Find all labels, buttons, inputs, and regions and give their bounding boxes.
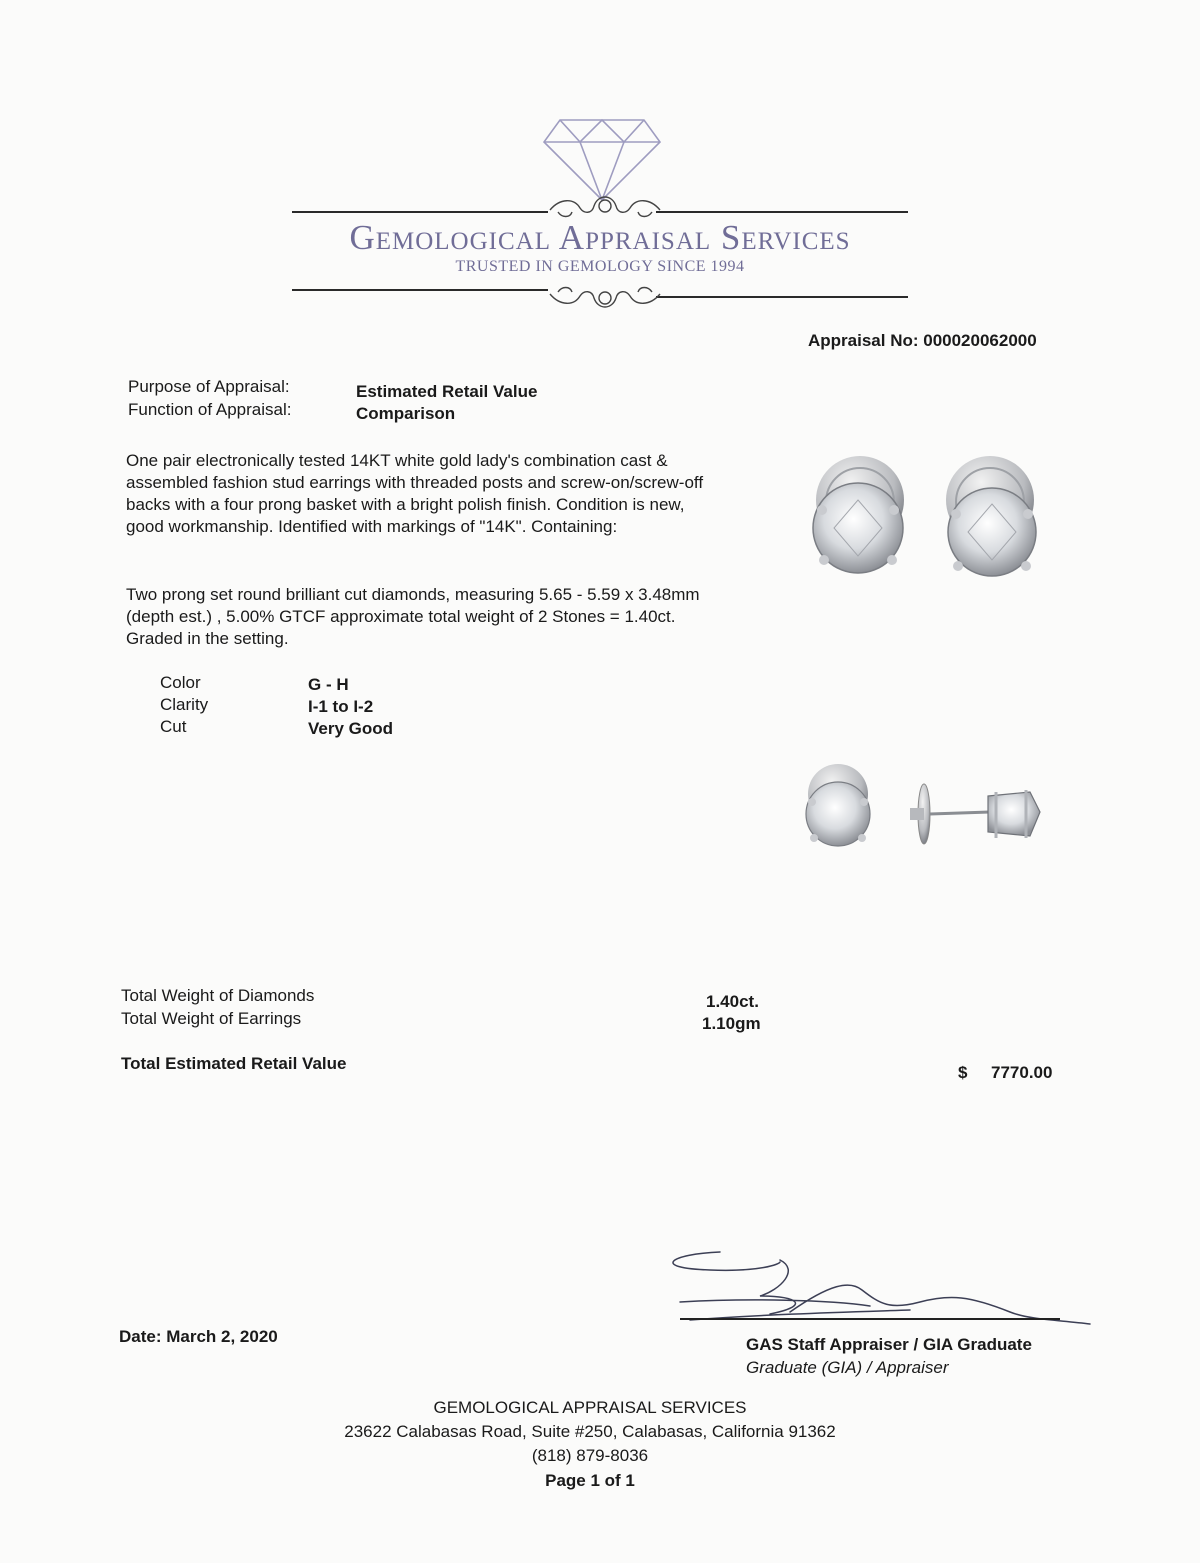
earrings-front-photo <box>800 450 1050 590</box>
purpose-label: Purpose of Appraisal: <box>128 377 290 396</box>
logo-rule-bottom-left <box>292 289 548 291</box>
grade-value: I-1 to I-2 <box>308 697 374 716</box>
appraisal-number: Appraisal No: 000020062000 <box>808 331 1037 350</box>
earrings-side-photo <box>800 762 1050 857</box>
company-tagline: TRUSTED IN GEMOLOGY SINCE 1994 <box>455 258 745 275</box>
footer-address: 23622 Calabasas Road, Suite #250, Calabasas, California 91362 <box>344 1422 836 1441</box>
item-description: One pair electronically tested 14KT white gold lady's combination cast & assembled fashion stud earrings with threaded posts and screw-on/screw-off backs with a four prong basket with a bright polish finish. Condition is new, good workmanship. Identified with markings of "14K". Containing: <box>126 451 704 536</box>
logo-rule-top-right <box>656 211 908 213</box>
footer-page: Page 1 of 1 <box>545 1471 635 1490</box>
signature-line <box>680 1318 1060 1320</box>
stones-description: Two prong set round brilliant cut diamonds, measuring 5.65 - 5.59 x 3.48mm (depth est.) , 5.00% GTCF approximate total weight of 2 Stones = 1.40ct. Graded in the setting. <box>126 585 700 648</box>
purpose-value: Estimated Retail Value <box>356 382 538 401</box>
retail-value: 7770.00 <box>991 1063 1053 1082</box>
signer-subtitle: Graduate (GIA) / Appraiser <box>746 1358 949 1377</box>
total-earrings-value: 1.10gm <box>702 1014 761 1033</box>
logo-rule-bottom-right <box>656 296 908 298</box>
footer-company: GEMOLOGICAL APPRAISAL SERVICES <box>433 1398 747 1417</box>
signature-image <box>630 1240 1100 1340</box>
grade-value: G - H <box>308 675 349 694</box>
logo-rule-top-left <box>292 211 548 213</box>
total-diamonds-value: 1.40ct. <box>706 992 759 1011</box>
signer-title: GAS Staff Appraiser / GIA Graduate <box>746 1335 1032 1354</box>
total-retail-label: Total Estimated Retail Value <box>121 1054 347 1073</box>
function-label: Function of Appraisal: <box>128 400 292 419</box>
total-earrings-label: Total Weight of Earrings <box>121 1009 302 1028</box>
retail-currency: $ <box>958 1063 968 1082</box>
total-diamonds-label: Total Weight of Diamonds <box>121 986 315 1005</box>
diamond-icon <box>540 112 664 202</box>
function-value: Comparison <box>356 404 456 423</box>
flourish-ornament-icon <box>540 278 670 314</box>
grade-label: Color <box>160 673 201 692</box>
grade-label: Cut <box>160 717 187 736</box>
footer-phone: (818) 879-8036 <box>531 1446 649 1465</box>
company-name: Gemological Appraisal Services <box>349 218 851 257</box>
appraisal-date: Date: March 2, 2020 <box>119 1327 278 1346</box>
grade-label: Clarity <box>160 695 209 714</box>
grade-value: Very Good <box>308 719 394 738</box>
